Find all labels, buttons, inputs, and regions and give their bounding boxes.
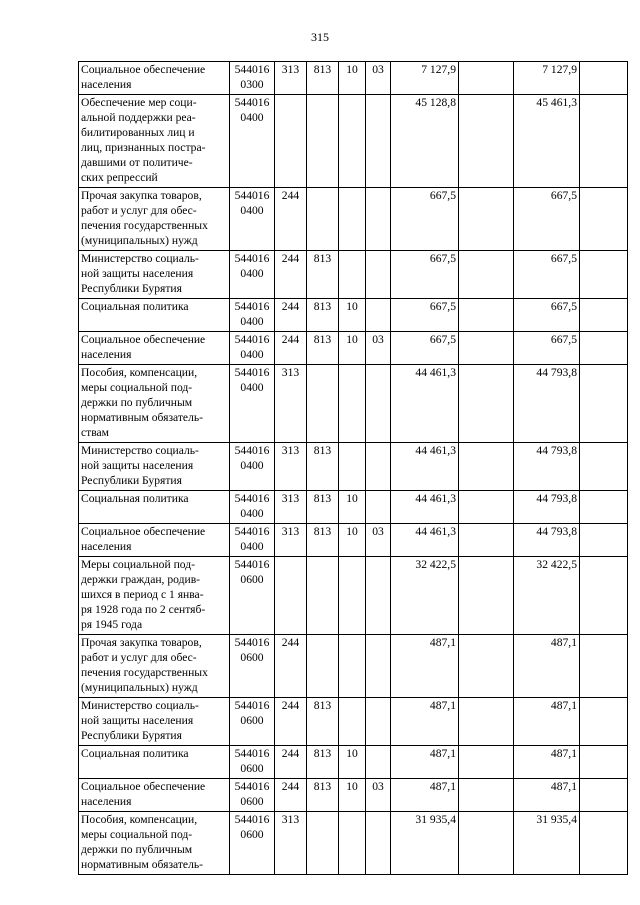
cell-name (79, 443, 230, 491)
cell-empty (459, 812, 514, 875)
cell-name (79, 746, 230, 779)
cell-name (79, 812, 230, 875)
cell-amount-year1 (391, 698, 459, 746)
cell-ministry-code-text: 813 (313, 444, 332, 457)
cell-name-text: Министерство социаль- ной защиты населения Республики Бурятия (81, 699, 199, 742)
cell-expense-type-text: 244 (281, 300, 300, 313)
table-row (79, 332, 628, 365)
cell-section (339, 188, 366, 251)
cell-amount-year1 (391, 443, 459, 491)
cell-empty (580, 812, 628, 875)
cell-expense-type (275, 299, 307, 332)
cell-target-article-text: 544016 0600 (234, 780, 270, 808)
cell-empty (580, 443, 628, 491)
cell-subsection (366, 491, 391, 524)
table-row (79, 779, 628, 812)
cell-amount-year2-text: 487,1 (550, 699, 577, 712)
cell-target-article (230, 524, 275, 557)
cell-empty (459, 365, 514, 443)
cell-subsection-text: 03 (372, 333, 384, 346)
cell-empty (580, 557, 628, 635)
cell-amount-year2-text: 44 793,8 (536, 366, 577, 379)
cell-ministry-code (307, 365, 339, 443)
table-row (79, 524, 628, 557)
cell-amount-year1 (391, 62, 459, 95)
cell-amount-year2-text: 487,1 (550, 780, 577, 793)
cell-amount-year2-text: 487,1 (550, 636, 577, 649)
table-row (79, 365, 628, 443)
cell-expense-type (275, 746, 307, 779)
cell-target-article-text: 544016 0600 (234, 558, 270, 586)
cell-ministry-code-text: 813 (313, 699, 332, 712)
cell-expense-type-text: 244 (281, 189, 300, 202)
cell-section-text: 10 (346, 747, 358, 760)
cell-expense-type-text: 244 (281, 252, 300, 265)
cell-section (339, 332, 366, 365)
cell-subsection (366, 95, 391, 188)
cell-section-text: 10 (346, 492, 358, 505)
cell-subsection-text: 03 (372, 780, 384, 793)
cell-amount-year2 (514, 443, 580, 491)
cell-expense-type-text: 313 (281, 444, 300, 457)
cell-ministry-code-text: 813 (313, 492, 332, 505)
cell-ministry-code-text: 813 (313, 525, 332, 538)
cell-ministry-code (307, 62, 339, 95)
cell-expense-type-text: 244 (281, 699, 300, 712)
table-row (79, 698, 628, 746)
cell-amount-year1-text: 667,5 (429, 333, 456, 346)
cell-name-text: Обеспечение мер соци- альной поддержки реа- билитированных лиц и лиц, признанных постра- давшими от политиче- ских репрессий (81, 96, 206, 184)
cell-amount-year1 (391, 491, 459, 524)
cell-amount-year1-text: 7 127,9 (421, 63, 456, 76)
cell-expense-type (275, 557, 307, 635)
cell-amount-year2-text: 7 127,9 (542, 63, 577, 76)
cell-empty (459, 62, 514, 95)
table-row (79, 251, 628, 299)
cell-subsection (366, 251, 391, 299)
cell-expense-type (275, 698, 307, 746)
cell-amount-year1 (391, 635, 459, 698)
cell-amount-year1-text: 487,1 (429, 699, 456, 712)
cell-amount-year1-text: 487,1 (429, 780, 456, 793)
cell-amount-year1-text: 44 461,3 (415, 366, 456, 379)
cell-section-text: 10 (346, 333, 358, 346)
cell-empty (580, 299, 628, 332)
cell-name (79, 779, 230, 812)
cell-expense-type-text: 313 (281, 492, 300, 505)
cell-name-text: Прочая закупка товаров, работ и услуг для обес- печения государственных (муниципальных) нужд (81, 636, 208, 694)
cell-section-text: 10 (346, 525, 358, 538)
cell-target-article (230, 188, 275, 251)
cell-ministry-code (307, 557, 339, 635)
cell-ministry-code (307, 188, 339, 251)
cell-target-article-text: 544016 0400 (234, 96, 270, 124)
cell-section (339, 635, 366, 698)
cell-target-article-text: 544016 0600 (234, 636, 270, 664)
cell-amount-year2 (514, 635, 580, 698)
cell-target-article (230, 812, 275, 875)
cell-amount-year1 (391, 299, 459, 332)
cell-empty (459, 299, 514, 332)
cell-amount-year2 (514, 299, 580, 332)
cell-ministry-code-text: 813 (313, 333, 332, 346)
cell-subsection-text: 03 (372, 63, 384, 76)
cell-subsection (366, 365, 391, 443)
cell-empty (580, 251, 628, 299)
cell-ministry-code-text: 813 (313, 252, 332, 265)
cell-ministry-code (307, 746, 339, 779)
cell-empty (459, 251, 514, 299)
cell-amount-year1-text: 487,1 (429, 747, 456, 760)
cell-amount-year1-text: 31 935,4 (415, 813, 456, 826)
cell-name (79, 365, 230, 443)
cell-section-text: 10 (346, 300, 358, 313)
budget-table-body (79, 62, 628, 875)
cell-subsection (366, 332, 391, 365)
cell-amount-year2-text: 44 793,8 (536, 492, 577, 505)
table-row (79, 95, 628, 188)
cell-amount-year1-text: 45 128,8 (415, 96, 456, 109)
cell-empty (459, 698, 514, 746)
cell-name (79, 524, 230, 557)
cell-target-article (230, 365, 275, 443)
cell-section (339, 365, 366, 443)
cell-subsection-text: 03 (372, 525, 384, 538)
cell-amount-year2 (514, 812, 580, 875)
cell-name (79, 698, 230, 746)
cell-amount-year1 (391, 557, 459, 635)
cell-target-article (230, 95, 275, 188)
cell-amount-year1 (391, 812, 459, 875)
cell-target-article (230, 779, 275, 812)
cell-ministry-code (307, 332, 339, 365)
cell-name (79, 188, 230, 251)
table-row (79, 557, 628, 635)
cell-target-article (230, 443, 275, 491)
table-row (79, 188, 628, 251)
cell-expense-type (275, 62, 307, 95)
cell-section (339, 62, 366, 95)
cell-expense-type-text: 313 (281, 813, 300, 826)
cell-empty (580, 779, 628, 812)
cell-amount-year1 (391, 95, 459, 188)
cell-expense-type (275, 251, 307, 299)
cell-name-text: Социальная политика (81, 747, 189, 760)
cell-expense-type-text: 313 (281, 63, 300, 76)
cell-empty (580, 332, 628, 365)
budget-table (78, 61, 628, 875)
cell-empty (459, 332, 514, 365)
cell-section (339, 812, 366, 875)
cell-empty (580, 365, 628, 443)
cell-ministry-code-text: 813 (313, 63, 332, 76)
cell-target-article (230, 698, 275, 746)
cell-amount-year1-text: 487,1 (429, 636, 456, 649)
cell-subsection (366, 635, 391, 698)
cell-subsection (366, 746, 391, 779)
cell-expense-type (275, 635, 307, 698)
cell-ministry-code (307, 698, 339, 746)
cell-target-article-text: 544016 0300 (234, 63, 270, 91)
cell-section (339, 95, 366, 188)
cell-subsection (366, 188, 391, 251)
cell-section (339, 491, 366, 524)
cell-target-article (230, 746, 275, 779)
cell-subsection (366, 299, 391, 332)
cell-empty (580, 62, 628, 95)
table-row (79, 812, 628, 875)
cell-empty (580, 635, 628, 698)
cell-amount-year2 (514, 491, 580, 524)
cell-target-article (230, 62, 275, 95)
cell-amount-year1-text: 44 461,3 (415, 444, 456, 457)
cell-name (79, 95, 230, 188)
cell-empty (459, 746, 514, 779)
cell-expense-type-text: 244 (281, 780, 300, 793)
cell-name-text: Прочая закупка товаров, работ и услуг для обес- печения государственных (муниципальных) нужд (81, 189, 208, 247)
cell-subsection (366, 443, 391, 491)
table-row (79, 491, 628, 524)
cell-amount-year1 (391, 779, 459, 812)
cell-amount-year2-text: 44 793,8 (536, 525, 577, 538)
cell-name-text: Пособия, компенсации, меры социальной под- держки по публичным нормативным обязатель- ствам (81, 366, 204, 439)
cell-name (79, 62, 230, 95)
cell-amount-year2 (514, 779, 580, 812)
cell-target-article (230, 299, 275, 332)
cell-expense-type-text: 244 (281, 747, 300, 760)
cell-expense-type (275, 524, 307, 557)
cell-amount-year2-text: 487,1 (550, 747, 577, 760)
cell-target-article-text: 544016 0400 (234, 366, 270, 394)
cell-ministry-code (307, 524, 339, 557)
cell-subsection (366, 62, 391, 95)
cell-amount-year2-text: 44 793,8 (536, 444, 577, 457)
cell-amount-year2-text: 45 461,3 (536, 96, 577, 109)
cell-amount-year2-text: 667,5 (550, 252, 577, 265)
cell-name (79, 251, 230, 299)
cell-name (79, 635, 230, 698)
cell-expense-type (275, 332, 307, 365)
cell-target-article-text: 544016 0400 (234, 492, 270, 520)
cell-target-article-text: 544016 0600 (234, 747, 270, 775)
cell-amount-year1-text: 667,5 (429, 300, 456, 313)
cell-target-article-text: 544016 0600 (234, 813, 270, 841)
cell-subsection (366, 698, 391, 746)
cell-target-article (230, 332, 275, 365)
cell-section-text: 10 (346, 780, 358, 793)
table-row (79, 443, 628, 491)
cell-target-article-text: 544016 0400 (234, 300, 270, 328)
table-row (79, 62, 628, 95)
table-row (79, 299, 628, 332)
cell-empty (459, 95, 514, 188)
cell-empty (459, 557, 514, 635)
cell-ministry-code (307, 779, 339, 812)
cell-name (79, 491, 230, 524)
cell-amount-year2-text: 667,5 (550, 189, 577, 202)
cell-ministry-code-text: 813 (313, 300, 332, 313)
cell-name-text: Министерство социаль- ной защиты населения Республики Бурятия (81, 252, 199, 295)
table-row (79, 635, 628, 698)
cell-empty (580, 95, 628, 188)
cell-name-text: Пособия, компенсации, меры социальной под- держки по публичным нормативным обязатель- (81, 813, 204, 871)
cell-target-article-text: 544016 0400 (234, 444, 270, 472)
cell-name (79, 332, 230, 365)
cell-amount-year2 (514, 332, 580, 365)
cell-target-article (230, 251, 275, 299)
cell-name-text: Министерство социаль- ной защиты населения Республики Бурятия (81, 444, 199, 487)
cell-amount-year1 (391, 365, 459, 443)
cell-subsection (366, 524, 391, 557)
cell-name (79, 557, 230, 635)
cell-amount-year2-text: 32 422,5 (536, 558, 577, 571)
cell-expense-type-text: 244 (281, 636, 300, 649)
cell-empty (580, 746, 628, 779)
cell-expense-type (275, 491, 307, 524)
cell-name-text: Социальное обеспечение населения (81, 780, 206, 808)
cell-ministry-code (307, 491, 339, 524)
cell-expense-type (275, 188, 307, 251)
cell-ministry-code (307, 635, 339, 698)
cell-name-text: Социальное обеспечение населения (81, 63, 206, 91)
cell-name-text: Социальная политика (81, 492, 189, 505)
page-number: 315 (311, 30, 329, 44)
cell-amount-year2 (514, 365, 580, 443)
cell-expense-type-text: 244 (281, 333, 300, 346)
cell-target-article (230, 557, 275, 635)
cell-amount-year2 (514, 746, 580, 779)
cell-empty (580, 188, 628, 251)
cell-name-text: Меры социальной под- держки граждан, родив- шихся в период с 1 янва- ря 1928 года по 2 сентяб- ря 1945 года (81, 558, 206, 631)
cell-empty (459, 524, 514, 557)
cell-amount-year1-text: 44 461,3 (415, 525, 456, 538)
cell-ministry-code-text: 813 (313, 747, 332, 760)
table-row (79, 746, 628, 779)
cell-empty (459, 635, 514, 698)
cell-amount-year2-text: 667,5 (550, 300, 577, 313)
cell-amount-year2 (514, 524, 580, 557)
cell-amount-year1-text: 667,5 (429, 189, 456, 202)
cell-ministry-code (307, 443, 339, 491)
cell-empty (459, 443, 514, 491)
cell-amount-year2 (514, 95, 580, 188)
cell-section (339, 443, 366, 491)
cell-section (339, 746, 366, 779)
cell-name-text: Социальное обеспечение населения (81, 525, 206, 553)
cell-section (339, 557, 366, 635)
cell-empty (459, 779, 514, 812)
cell-target-article-text: 544016 0400 (234, 189, 270, 217)
cell-amount-year1 (391, 188, 459, 251)
cell-ministry-code (307, 812, 339, 875)
cell-empty (459, 491, 514, 524)
cell-amount-year1-text: 44 461,3 (415, 492, 456, 505)
cell-amount-year1 (391, 332, 459, 365)
cell-name-text: Социальное обеспечение населения (81, 333, 206, 361)
cell-empty (580, 698, 628, 746)
cell-amount-year2 (514, 557, 580, 635)
cell-amount-year1 (391, 251, 459, 299)
cell-target-article-text: 544016 0400 (234, 252, 270, 280)
cell-expense-type (275, 812, 307, 875)
cell-target-article (230, 635, 275, 698)
cell-target-article-text: 544016 0400 (234, 333, 270, 361)
cell-amount-year2 (514, 188, 580, 251)
cell-amount-year1 (391, 524, 459, 557)
cell-amount-year1 (391, 746, 459, 779)
cell-empty (459, 188, 514, 251)
cell-amount-year2 (514, 62, 580, 95)
cell-target-article-text: 544016 0400 (234, 525, 270, 553)
cell-expense-type (275, 95, 307, 188)
cell-section (339, 251, 366, 299)
cell-section (339, 524, 366, 557)
cell-expense-type (275, 365, 307, 443)
cell-expense-type (275, 443, 307, 491)
cell-ministry-code-text: 813 (313, 780, 332, 793)
cell-target-article (230, 491, 275, 524)
cell-target-article-text: 544016 0600 (234, 699, 270, 727)
cell-expense-type-text: 313 (281, 366, 300, 379)
cell-section (339, 779, 366, 812)
cell-section-text: 10 (346, 63, 358, 76)
cell-ministry-code (307, 299, 339, 332)
cell-empty (580, 524, 628, 557)
cell-subsection (366, 557, 391, 635)
cell-ministry-code (307, 251, 339, 299)
cell-amount-year1-text: 667,5 (429, 252, 456, 265)
cell-amount-year2 (514, 251, 580, 299)
cell-subsection (366, 812, 391, 875)
cell-name (79, 299, 230, 332)
cell-subsection (366, 779, 391, 812)
cell-empty (580, 491, 628, 524)
cell-section (339, 299, 366, 332)
cell-expense-type (275, 779, 307, 812)
cell-ministry-code (307, 95, 339, 188)
cell-section (339, 698, 366, 746)
cell-amount-year2-text: 31 935,4 (536, 813, 577, 826)
cell-expense-type-text: 313 (281, 525, 300, 538)
cell-name-text: Социальная политика (81, 300, 189, 313)
cell-amount-year1-text: 32 422,5 (415, 558, 456, 571)
cell-amount-year2-text: 667,5 (550, 333, 577, 346)
cell-amount-year2 (514, 698, 580, 746)
